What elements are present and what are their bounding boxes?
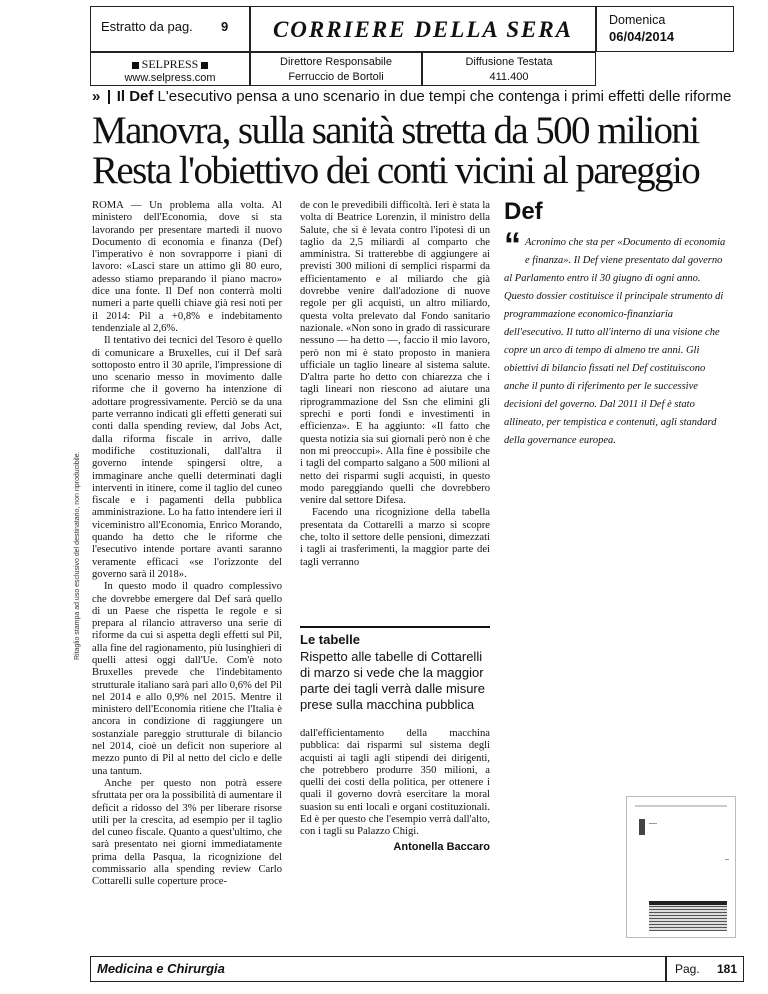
def-text: Acronimo che sta per «Documento di economia e finanza». Il Def viene presentato dal governo al Parlamento entro il 30 giugno di ogni anno. Questo dossier costituisce il principale strumento di programmazione economico-finanziaria dell'esecutivo. Il tutto all'interno di una visione che copre un arco di tempo di almeno tre anni. Gli obiettivi di bilancio fissati nel Def costituiscono anche il punto di riferimento per le successive decisioni del governo. Dal 2011 il Def è stato allineato, per tempistica e contenuti, agli standard della governance europea. — [504, 237, 726, 446]
article-column-2-continued — [300, 728, 490, 853]
director-box — [250, 52, 422, 86]
thumb-article-title — [649, 901, 727, 905]
double-chevron-icon: » — [92, 88, 101, 105]
agency-name: SELPRESS — [141, 57, 199, 71]
date: 06/04/2014 — [609, 29, 675, 44]
footer-section-box — [90, 956, 666, 982]
paragraph: Facendo una ricognizione della tabella presentata da Cottarelli a marzo si scopre che, tolto il settore delle pensioni, dimezzati i tagli ai trasferimenti, la maggior parte dei tagli verranno — [300, 507, 490, 568]
paragraph: Il tentativo dei tecnici del Tesoro è quello di comunicare a Bruxelles, cui il Def sarà sottoposto entro il 30 aprile, l'impressione di uno scenario messo in movimento dalle riforme che il governo ha intenzione di adottare progressivamente. Perciò se da una parte verranno indicati gli effetti generati sui conti dalla spending review, dal Jobs Act, dalla riforma fiscale in arrivo, dalle modifiche costituzionali, dall'altra il governo intende spingersi oltre, a immaginare anche quelli determinati dagli interventi in itinere, come il taglio del cuneo fiscale e i pagamenti della pubblica amministrazione. Lo ha fatto intendere ieri il viceministro all'Economia, Enrico Morando, quando ha detto che le riforme che l'esecutivo intende portare avanti saranno veramente efficaci «se l'orizzonte del governo sarà il 2018». — [92, 335, 282, 580]
byline: Antonella Baccaro — [393, 840, 490, 853]
masthead-box — [250, 6, 596, 52]
masthead: CORRIERE DELLA SERA — [272, 17, 574, 42]
article-column-2 — [300, 200, 490, 618]
footer-page-number: 181 — [716, 962, 737, 976]
def-sidebar — [504, 198, 726, 448]
thumb-block — [639, 819, 645, 835]
tabelle-text: Rispetto alle tabelle di Cottarelli di marzo si vede che la maggior parte dei tagli verrà dalle misure prese sulla macchina pubblica — [300, 649, 485, 712]
agency-logo — [91, 57, 249, 72]
agency-box — [90, 52, 250, 86]
kicker-tag: Il Def — [116, 88, 154, 105]
paragraph: In questo modo il quadro complessivo che dovrebbe emergere dal Def sarà quello di un Paese che rispetta le regole e si prepara al rilancio attraverso una serie di riforme da cui si aspetta degli effetti sul Pil, alla fine del ragionamento, più lusinghieri di quelli attesi oggi dall'Ue. Com'è noto Bruxelles prevede che l'indebitamento strutturale italiano sarà pari allo 0,6% del Pil nel 2014 e allo 0,9% nel 2015. Mentre il ministero dell'Economia ritiene che l'Italia è ancora in condizione di raggiungere un sostanziale pareggio strutturale di bilancio nel 2014, cioè un deficit non superiore al mezzo punto di Pil al netto del ciclo e delle una tantum. — [92, 581, 282, 777]
weekday: Domenica — [609, 13, 666, 27]
director-name: Ferruccio de Bortoli — [288, 71, 384, 83]
thumb-header — [635, 805, 727, 807]
circulation-value: 411.400 — [489, 71, 529, 83]
page-thumbnail — [626, 796, 736, 938]
director-label: Direttore Responsabile — [280, 56, 392, 68]
tabelle-box — [300, 626, 490, 713]
square-icon — [201, 62, 208, 69]
thumb-line — [649, 823, 657, 824]
paragraph: ROMA — Un problema alla volta. Al ministero dell'Economia, dove si sta lavorando per presentare martedì il nuovo Documento di economia e finanza (Def) l'imperativo è non sovrapporre i piani di lavoro: «Lasci stare un attimo gli 80 euro, adesso stiamo preparando il piano macro» dice una fonte. Il Def non conterrà molti numeri a parte quelli chiave già resi noti per il 2014: Pil a +0,8% e indebitamento tendenziale al 2,6%. — [92, 200, 282, 334]
def-title: Def — [504, 198, 543, 225]
def-body — [504, 226, 726, 448]
paragraph: Anche per questo non potrà essere sfruttata per ora la possibilità di aumentare il deficit a ridosso del 3% per liberare risorse utili per la crescita, ad esempio per il taglio del cuneo fiscale. Quanto a quest'ultimo, che sarà presentato nei giorni immediatamente prima della Pasqua, la ricognizione del commissario alla spending review Carlo Cottarelli sulle coperture proce- — [92, 777, 282, 888]
side-label: Ritaglio stampa ad uso esclusivo del destinatario, non riproducibile. — [74, 451, 81, 660]
tabelle-label: Le tabelle — [300, 632, 360, 647]
footer-page-label: Pag. — [675, 962, 700, 976]
kicker-divider — [108, 90, 110, 104]
circulation-label: Diffusione Testata — [465, 56, 553, 68]
headline-line-1: Manovra, sulla sanità stretta da 500 milioni — [92, 109, 699, 152]
square-icon — [132, 62, 139, 69]
footer-section: Medicina e Chirurgia — [97, 961, 225, 976]
paragraph: de con le prevedibili difficoltà. Ieri è stata la volta di Beatrice Lorenzin, il ministro della Salute, che si è levata contro l'ipotesi di un taglio da 2,5 miliardi al comparto che amministra. Si tratterebbe di aggiungere ai previsti 300 milioni di semplici risparmi da efficientamento e al miliardo che già dovrebbe venire dall'adozione di nuove regole per gli acquisti, un altro miliardo, questa volta prelevato dal Fondo sanitario nazionale. «Non sono in grado di rassicurare nessuno — ha detto —, faccio il mio lavoro, però non mi è stato proposto in maniera ufficiale un taglio lineare al sistema salute. D'altra parte ho detto con chiarezza che i tagli lineari non riescono ad aiutare una riprogrammazione del Ssn che elimini gli sprechi e porti fondi e investimenti in efficienza». E ha aggiunto: «Il fatto che questa notizia sia sui giornali però non è che non mi preoccupi». Alla fine è possibile che i tagli del comparto salgano a 500 milioni al netto dei risparmi sugli acquisti, in questo modo pareggiando quelli che dovrebbero venire dal settore Difesa. — [300, 200, 490, 507]
headline-line-2: Resta l'obiettivo dei conti vicini al pareggio — [92, 149, 700, 192]
thumb-line — [725, 859, 729, 860]
kicker-text: L'esecutivo pensa a uno scenario in due tempi che contenga i primi effetti delle riforme — [157, 88, 732, 105]
kicker — [92, 88, 732, 105]
footer-page-box — [666, 956, 744, 982]
article-column-1 — [92, 200, 282, 942]
agency-url[interactable]: www.selpress.com — [124, 72, 216, 84]
extract-box — [90, 6, 250, 52]
extract-page: 9 — [221, 19, 229, 34]
extract-label: Estratto da pag. — [101, 19, 193, 34]
circulation-box — [422, 52, 596, 86]
paragraph: dall'efficientamento della macchina pubblica: dai risparmi sul sistema degli acquisti ai tagli agli stipendi dei dirigenti, che potrebbero produrre 350 milioni, a quelli dei costi della politica, per ottenere i quali il governo dovrà esercitare la moral suasion su enti locali e organi costituzionali. Ed è per questo che l'esempio verrà dall'alto, con i tagli su Palazzo Chigi. — [300, 728, 490, 838]
thumb-article — [649, 903, 727, 931]
quote-icon: “ — [504, 226, 521, 264]
tabelle-rule — [300, 626, 490, 628]
date-box — [596, 6, 734, 52]
